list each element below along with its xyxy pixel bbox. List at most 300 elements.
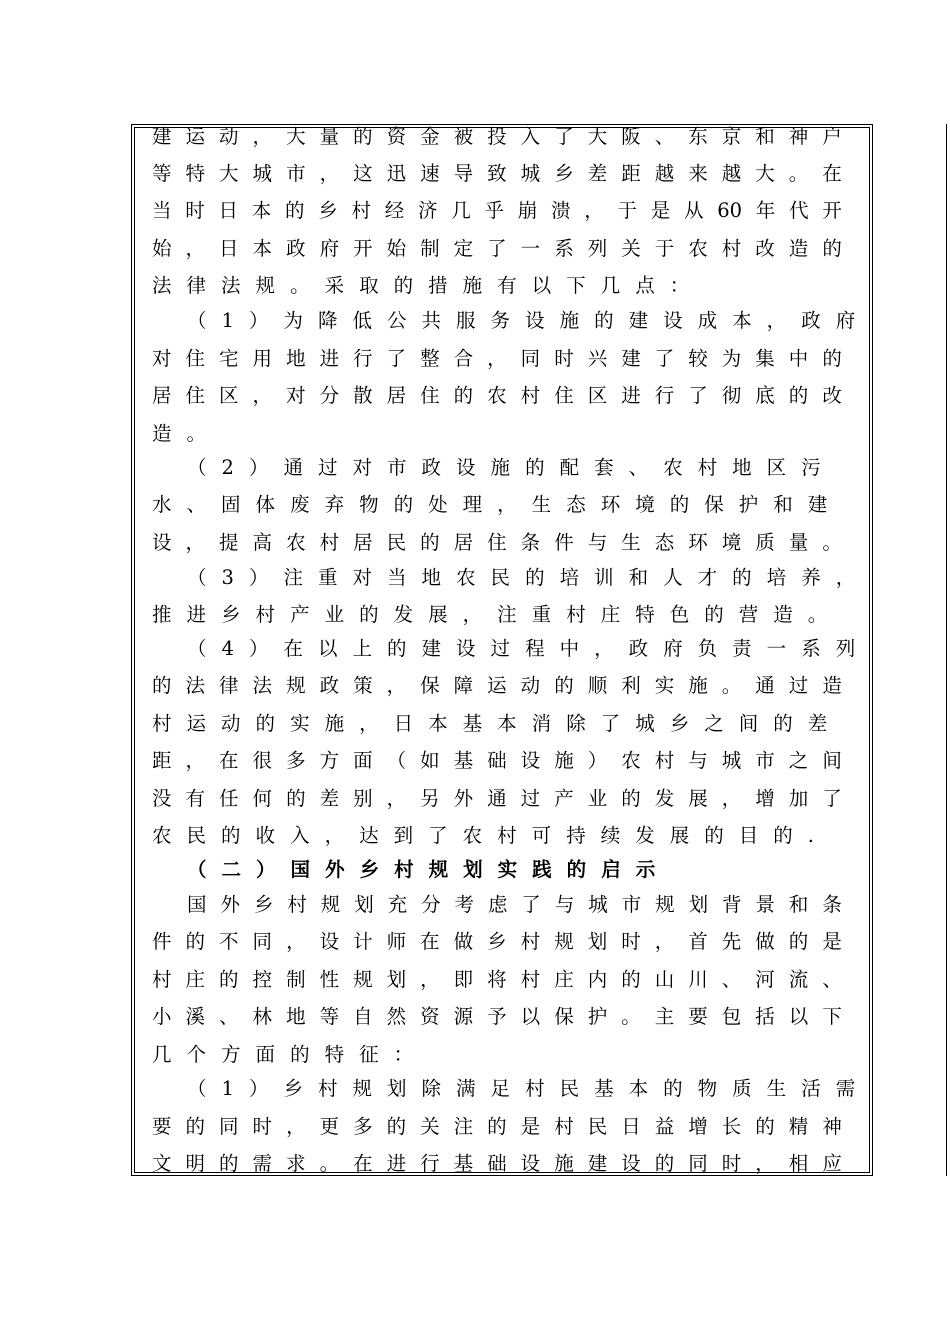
glyph: 民 (587, 1115, 608, 1138)
glyph: 区 (219, 384, 239, 407)
glyph: 括 (755, 1005, 775, 1028)
glyph: ， (185, 237, 206, 260)
glyph: 市 (387, 456, 407, 479)
glyph: 的 (525, 456, 545, 479)
glyph: 农 (621, 749, 641, 772)
glyph: 的 (773, 824, 793, 847)
glyph: 在 (219, 749, 239, 772)
glyph: 启 (601, 858, 621, 881)
glyph: 首 (688, 930, 708, 953)
glyph: 取 (359, 274, 379, 297)
glyph: 件 (554, 531, 574, 554)
glyph: 同 (252, 930, 273, 953)
glyph: 注 (497, 603, 517, 626)
glyph: 在 (353, 1152, 373, 1175)
text-line (152, 490, 842, 520)
text-line (152, 528, 842, 558)
glyph: 的 (219, 1152, 239, 1175)
glyph: 村 (654, 749, 675, 772)
glyph: 了 (822, 787, 842, 810)
glyph: 在 (420, 930, 440, 953)
glyph: 了 (428, 824, 448, 847)
glyph: 资 (386, 125, 407, 148)
glyph: 速 (420, 162, 440, 185)
glyph: 时 (185, 199, 205, 222)
glyph: 设 (456, 456, 476, 479)
glyph: 应 (822, 1152, 842, 1175)
glyph: 的 (594, 309, 614, 332)
glyph: 入 (520, 125, 541, 148)
glyph: 有 (185, 787, 206, 810)
glyph: 基 (594, 1077, 614, 1100)
glyph: 地 (286, 1005, 306, 1028)
glyph: 消 (531, 712, 552, 735)
glyph: 规 (320, 893, 341, 916)
glyph: 续 (600, 824, 621, 847)
glyph: 村 (152, 712, 172, 735)
text-line (152, 709, 842, 739)
glyph: 了 (386, 347, 407, 370)
glyph: 本 (252, 237, 273, 260)
glyph: 本 (428, 712, 448, 735)
glyph: 村 (317, 1077, 338, 1100)
glyph: 在 (822, 162, 842, 185)
glyph: 地 (286, 347, 306, 370)
glyph: 与 (554, 893, 575, 916)
glyph: 需 (835, 1077, 856, 1100)
glyph: 的 (393, 493, 414, 516)
glyph: 即 (453, 968, 474, 991)
glyph: ） (248, 1077, 269, 1100)
glyph: 川 (688, 968, 708, 991)
glyph: 进 (621, 384, 641, 407)
glyph: 以 (531, 274, 552, 297)
glyph: 设 (520, 749, 541, 772)
glyph: 个 (186, 1043, 207, 1066)
glyph: 需 (252, 1152, 273, 1175)
glyph: 面 (255, 1043, 276, 1066)
text-line (152, 965, 842, 995)
glyph: 是 (520, 1115, 541, 1138)
glyph: 。 (721, 674, 742, 697)
glyph: ， (286, 930, 306, 953)
glyph: 设 (621, 1152, 641, 1175)
glyph: 内 (587, 968, 608, 991)
glyph: 顺 (587, 674, 608, 697)
glyph: 水 (152, 493, 172, 516)
glyph: 到 (393, 824, 414, 847)
glyph: 城 (721, 749, 742, 772)
glyph: 相 (788, 1152, 809, 1175)
glyph: 基 (453, 749, 474, 772)
glyph: 间 (822, 749, 842, 772)
glyph: 的 (566, 858, 587, 881)
glyph: 宅 (219, 347, 239, 370)
glyph: 的 (822, 237, 842, 260)
glyph: 建 (587, 1152, 608, 1175)
glyph: 规 (255, 274, 276, 297)
glyph: 通 (487, 787, 507, 810)
glyph: 设 (319, 930, 340, 953)
glyph: （ (187, 566, 207, 589)
glyph: 日 (621, 1115, 641, 1138)
glyph: 代 (789, 199, 809, 222)
glyph: 态 (566, 493, 586, 516)
glyph: 规 (655, 893, 675, 916)
glyph: 实 (290, 712, 310, 735)
glyph: 高 (252, 531, 273, 554)
glyph: 提 (219, 531, 239, 554)
glyph: ， (252, 384, 273, 407)
glyph: 建 (621, 347, 641, 370)
text-line (152, 1002, 842, 1032)
glyph: 乡 (253, 893, 274, 916)
glyph: 设 (152, 531, 172, 554)
text-line (187, 634, 856, 664)
glyph: 进 (386, 1152, 407, 1175)
glyph: 控 (252, 968, 273, 991)
glyph: 的 (554, 674, 574, 697)
glyph: 区 (766, 456, 787, 479)
glyph: 展 (428, 603, 448, 626)
glyph: 兴 (587, 347, 608, 370)
glyph: 上 (352, 637, 372, 660)
glyph: 迅 (386, 162, 407, 185)
glyph: 城 (252, 162, 273, 185)
glyph: 成 (697, 309, 718, 332)
glyph: 背 (722, 893, 742, 916)
glyph: 村 (319, 531, 340, 554)
glyph: 对 (352, 566, 372, 589)
glyph: 营 (738, 603, 759, 626)
glyph: 推 (152, 603, 172, 626)
glyph: 多 (353, 1115, 373, 1138)
glyph: 基 (453, 1152, 474, 1175)
glyph: ， (319, 162, 340, 185)
glyph: 村 (697, 456, 718, 479)
glyph: 做 (453, 930, 474, 953)
glyph: 实 (654, 674, 675, 697)
text-line (152, 927, 842, 957)
glyph: ） (248, 456, 269, 479)
glyph: 彻 (721, 384, 742, 407)
glyph: 特 (635, 603, 655, 626)
glyph: 的 (654, 1152, 675, 1175)
glyph: 系 (554, 237, 574, 260)
glyph: 村 (255, 603, 276, 626)
glyph: 生 (531, 493, 552, 516)
glyph: 发 (393, 603, 414, 626)
glyph: 条 (822, 893, 842, 916)
glyph: 动 (219, 125, 239, 148)
glyph: 庄 (554, 968, 574, 991)
glyph: 加 (788, 787, 809, 810)
glyph: 制 (286, 968, 306, 991)
glyph: 庄 (600, 603, 621, 626)
glyph: 大 (755, 162, 775, 185)
glyph: 的 (185, 930, 206, 953)
glyph: 乡 (283, 1077, 303, 1100)
glyph: 建 (421, 637, 442, 660)
glyph: 施 (554, 749, 574, 772)
glyph: 动 (520, 674, 541, 697)
glyph: 中 (788, 347, 809, 370)
glyph: 地 (732, 456, 752, 479)
glyph: 府 (835, 309, 856, 332)
glyph: 以 (520, 1005, 541, 1028)
glyph: 整 (420, 347, 440, 370)
glyph: 施 (324, 712, 345, 735)
glyph: 建 (628, 309, 649, 332)
glyph: 性 (319, 968, 340, 991)
glyph: 特 (185, 162, 206, 185)
glyph: 虑 (487, 893, 508, 916)
glyph: 。 (186, 422, 207, 445)
glyph: 崩 (517, 199, 538, 222)
text-line (152, 1040, 842, 1070)
glyph: 市 (286, 162, 306, 185)
glyph: 以 (788, 1005, 809, 1028)
glyph: 政 (628, 637, 649, 660)
glyph: 的 (387, 637, 407, 660)
glyph: 满 (456, 1077, 476, 1100)
glyph: 展 (669, 824, 690, 847)
glyph: 特 (324, 1043, 345, 1066)
text-line (152, 122, 842, 152)
glyph: 居 (453, 531, 474, 554)
glyph: 发 (654, 787, 675, 810)
glyph: 村 (520, 968, 541, 991)
glyph: 差 (807, 712, 828, 735)
glyph: ， (766, 309, 787, 332)
glyph: 另 (420, 787, 440, 810)
glyph: 的 (393, 274, 414, 297)
glyph: 和 (773, 493, 793, 516)
glyph: 予 (487, 1005, 507, 1028)
glyph: 础 (487, 749, 507, 772)
glyph: 神 (822, 1115, 842, 1138)
glyph: 从 (684, 199, 704, 222)
glyph: 造 (788, 237, 809, 260)
glyph: 城 (520, 162, 541, 185)
glyph: 色 (669, 603, 690, 626)
glyph: 开 (822, 199, 842, 222)
glyph: 京 (721, 125, 742, 148)
glyph: 府 (319, 237, 340, 260)
text-line (152, 671, 842, 701)
glyph: 本 (628, 1077, 649, 1100)
glyph: 几 (451, 199, 471, 222)
glyph: 的 (221, 824, 241, 847)
glyph: 体 (255, 493, 276, 516)
glyph: 。 (290, 274, 310, 297)
glyph: 件 (152, 930, 172, 953)
glyph: 点 (635, 274, 655, 297)
glyph: 城 (588, 893, 608, 916)
glyph: 制 (420, 237, 440, 260)
glyph: 础 (487, 1152, 507, 1175)
glyph: 投 (487, 125, 507, 148)
glyph: 施 (554, 1152, 574, 1175)
glyph: 运 (186, 712, 207, 735)
glyph: . (807, 824, 814, 847)
text-line (152, 196, 842, 226)
glyph: 地 (421, 566, 442, 589)
glyph: 环 (600, 493, 621, 516)
glyph: 溃 (551, 199, 571, 222)
glyph: 方 (319, 749, 340, 772)
glyph: 居 (386, 384, 407, 407)
glyph: 始 (152, 237, 172, 260)
glyph: 较 (688, 347, 708, 370)
glyph: ， (324, 824, 345, 847)
glyph: 开 (353, 237, 373, 260)
glyph: ， (185, 749, 206, 772)
glyph: 住 (185, 347, 206, 370)
glyph: 处 (428, 493, 448, 516)
glyph: 方 (221, 1043, 241, 1066)
glyph: 民 (559, 1077, 580, 1100)
glyph: 施 (462, 274, 483, 297)
glyph: ） (248, 309, 269, 332)
glyph: 当 (387, 566, 407, 589)
section-heading (187, 855, 842, 885)
glyph: 物 (697, 1077, 718, 1100)
glyph: 的 (755, 1115, 775, 1138)
glyph: 河 (755, 968, 775, 991)
glyph: 市 (621, 893, 642, 916)
glyph: 运 (487, 674, 507, 697)
text-line (187, 890, 842, 920)
glyph: 示 (635, 858, 656, 881)
glyph: 和 (755, 125, 775, 148)
glyph: 金 (420, 125, 440, 148)
glyph: 保 (554, 1005, 574, 1028)
glyph: 资 (420, 1005, 440, 1028)
glyph: 共 (421, 309, 442, 332)
glyph: 的 (487, 1115, 507, 1138)
glyph: ： (669, 274, 690, 297)
glyph: 产 (554, 787, 574, 810)
text-line (152, 381, 842, 411)
glyph: 住 (487, 531, 507, 554)
glyph: 设 (456, 637, 476, 660)
glyph: 的 (663, 1077, 683, 1100)
glyph: 差 (319, 787, 340, 810)
glyph: 重 (317, 566, 338, 589)
glyph: ， (359, 712, 379, 735)
glyph: 有 (497, 274, 517, 297)
glyph: 距 (621, 162, 641, 185)
glyph: 。 (621, 1005, 641, 1028)
glyph: 日 (218, 199, 239, 222)
glyph: 充 (387, 893, 408, 916)
glyph: 2 (221, 456, 234, 479)
glyph: 法 (152, 274, 172, 297)
glyph: 然 (386, 1005, 407, 1028)
glyph: 要 (152, 1115, 172, 1138)
glyph: ， (386, 787, 407, 810)
glyph: 划 (354, 893, 374, 916)
glyph: 下 (822, 1005, 842, 1028)
glyph: 住 (420, 384, 440, 407)
glyph: 对 (352, 456, 372, 479)
glyph: 的 (788, 930, 809, 953)
glyph: 同 (520, 347, 541, 370)
glyph: 村 (287, 893, 307, 916)
glyph: 改 (755, 237, 775, 260)
glyph: 不 (219, 930, 239, 953)
glyph: 律 (219, 674, 239, 697)
glyph: 村 (566, 603, 586, 626)
glyph: 的 (525, 566, 545, 589)
glyph: 面 (353, 749, 373, 772)
glyph: 导 (453, 162, 474, 185)
glyph: 阪 (621, 125, 641, 148)
glyph: 村 (351, 199, 372, 222)
glyph: 污 (801, 456, 821, 479)
glyph: ， (497, 493, 517, 516)
text-line (187, 453, 842, 483)
glyph: ） (587, 749, 608, 772)
glyph: 降 (317, 309, 338, 332)
glyph: 建 (152, 125, 172, 148)
glyph: 造 (822, 674, 842, 697)
glyph: 弃 (324, 493, 345, 516)
glyph: 生 (766, 1077, 787, 1100)
glyph: 农 (152, 824, 172, 847)
glyph: ， (594, 637, 614, 660)
glyph: 的 (773, 712, 793, 735)
glyph: 质 (732, 1077, 752, 1100)
glyph: 分 (319, 384, 340, 407)
glyph: 设 (663, 309, 683, 332)
glyph: 除 (421, 1077, 442, 1100)
glyph: 对 (286, 384, 306, 407)
glyph: 于 (654, 237, 675, 260)
glyph: 了 (654, 347, 675, 370)
glyph: 注 (283, 566, 303, 589)
glyph: 区 (587, 384, 608, 407)
text-line (152, 1149, 842, 1179)
glyph: 时 (721, 1152, 742, 1175)
glyph: 民 (186, 824, 207, 847)
glyph: ） (256, 858, 276, 881)
glyph: ） (248, 637, 269, 660)
glyph: 将 (487, 968, 507, 991)
glyph: 农 (286, 531, 306, 554)
glyph: 进 (186, 603, 207, 626)
glyph: 采 (324, 274, 345, 297)
glyph: 村 (394, 858, 414, 881)
glyph: 主 (654, 1005, 675, 1028)
glyph: 的 (285, 199, 305, 222)
text-line (187, 306, 856, 336)
glyph: 为 (283, 309, 303, 332)
glyph: 先 (721, 930, 742, 953)
glyph: 等 (319, 1005, 340, 1028)
glyph: 基 (462, 712, 483, 735)
glyph: 的 (669, 493, 690, 516)
glyph: 目 (738, 824, 759, 847)
glyph: ） (248, 566, 269, 589)
glyph: 规 (428, 858, 449, 881)
glyph: 散 (353, 384, 373, 407)
glyph: 国 (290, 858, 311, 881)
glyph: 进 (319, 347, 340, 370)
glyph: 政 (286, 237, 306, 260)
glyph: 定 (453, 237, 474, 260)
